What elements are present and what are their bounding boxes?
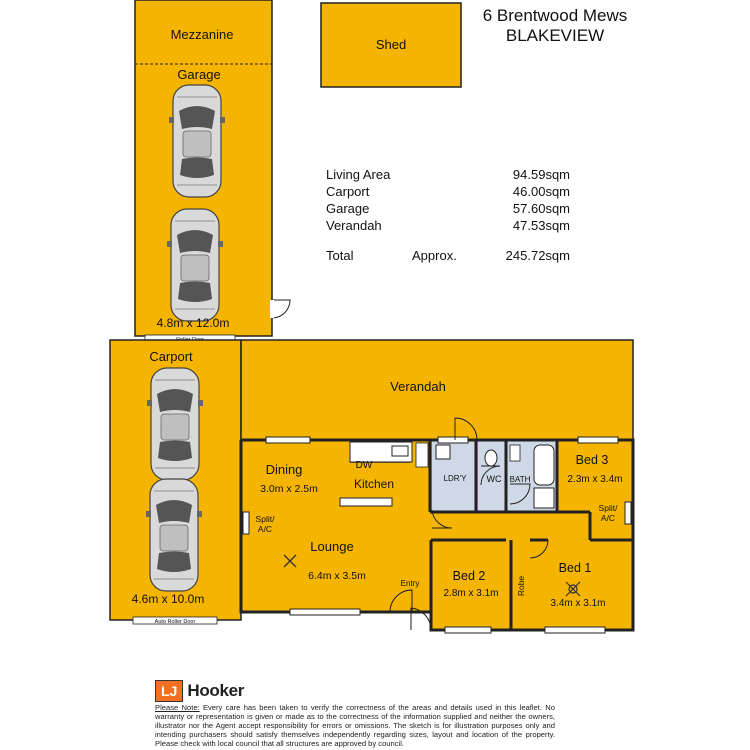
total-label: Total [326,248,354,263]
approx-label: Approx. [412,248,457,263]
disclaimer [155,704,555,749]
carport-car-1 [147,368,203,480]
area-row-living [326,167,586,184]
split-ac-left-label-1: Split/ [255,514,275,524]
address-line-2: BLAKEVIEW [505,26,605,45]
vanity [510,445,520,461]
area-value: 46.00sqm [512,184,570,199]
garage-side-door [272,300,290,318]
kitchen-sink [392,446,408,456]
bed1-label: Bed 1 [558,561,592,575]
robe-label: Robe [516,575,526,597]
disclaimer-prefix: Please Note: [155,703,200,712]
split-ac-right-unit [625,502,631,524]
area-label: Verandah [326,218,382,233]
garage-dimensions: 4.8m x 12.0m [156,316,230,330]
shed-label: Shed [375,37,407,52]
split-ac-left-label-2: A/C [257,524,273,534]
logo-lj-mark: LJ [155,680,183,702]
bath-label: BATH [509,475,531,484]
carport-dimensions: 4.6m x 10.0m [131,592,205,606]
kitchen-island [340,498,392,506]
total-value: 245.72sqm [505,248,570,263]
split-ac-right-label-2: A/C [600,513,616,523]
area-row-carport [326,184,586,201]
laundry-label: LDR'Y [443,474,467,483]
area-row-total [326,248,586,265]
bed3-label: Bed 3 [575,453,609,467]
area-row-garage [326,201,586,218]
dining-dimensions: 3.0m x 2.5m [260,483,318,495]
area-value: 47.53sqm [512,218,570,233]
bed2-label: Bed 2 [452,569,486,583]
bed1-dimensions: 3.4m x 3.1m [550,598,606,609]
area-label: Garage [326,201,370,216]
address-title [440,6,670,46]
split-ac-left-unit [243,512,249,534]
garage-car-1 [169,85,225,197]
lounge-dimensions: 6.4m x 3.5m [308,570,366,582]
lj-hooker-logo [155,680,244,702]
split-ac-right-label-1: Split/ [598,503,618,513]
auto-roller-door-label: Auto Roller Door [154,619,196,625]
bath-tub [534,445,554,485]
verandah-label: Verandah [390,379,446,394]
garage-label: Garage [177,67,221,82]
kitchen-label: Kitchen [353,477,395,491]
stove [416,443,428,467]
bed3-dimensions: 2.3m x 3.4m [567,474,623,485]
address-line-1: 6 Brentwood Mews [482,6,628,25]
laundry-tub [436,445,450,459]
area-label: Living Area [326,167,391,182]
area-label: Carport [326,184,370,199]
lounge-label: Lounge [310,539,354,554]
entry-label: Entry [400,579,420,588]
area-row-verandah [326,218,586,235]
garage-car-2 [167,209,223,321]
logo-hooker-text: Hooker [187,681,245,700]
dw-label: DW [355,460,373,471]
area-summary [326,167,586,265]
shower [534,488,554,508]
wc-label: WC [486,474,502,484]
area-value: 57.60sqm [512,201,570,216]
toilet [485,450,497,466]
bed2-dimensions: 2.8m x 3.1m [443,588,499,599]
area-value: 94.59sqm [512,167,570,182]
disclaimer-text: Every care has been taken to verify the correctness of the areas and details used in this leaflet. No warranty or representation is given or made as to the correctness of the information supplied and neither the owners, illustrator nor the Agent accept responsibility for errors or omissions. The sketch is for illustration purposes only and intending purchasers should satisfy themselves independently regarding sizes, layout and location of the property. Please check with local council that all structures are approved by council. [155,703,555,748]
carport-car-2 [146,479,202,591]
carport-label: Carport [149,349,193,364]
dining-label: Dining [265,462,303,477]
mezzanine-label: Mezzanine [170,27,234,42]
